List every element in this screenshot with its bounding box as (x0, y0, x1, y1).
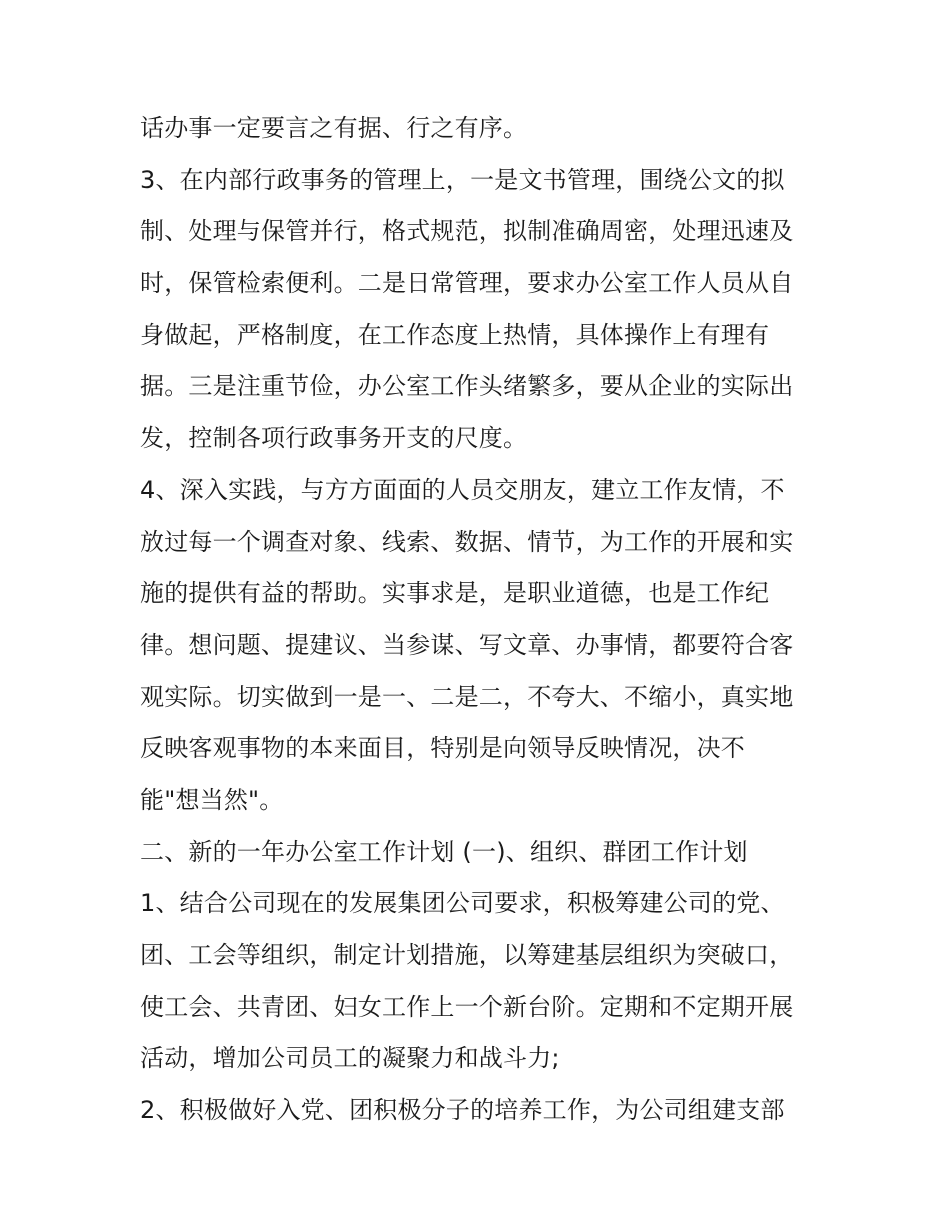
text-line: 活动，增加公司员工的凝聚力和战斗力; (140, 1044, 560, 1073)
document-body (140, 103, 820, 1137)
text-line: 时，保管检索便利。二是日常管理，要求办公室工作人员从自 (140, 269, 794, 298)
text-line: 话办事一定要言之有据、行之有序。 (140, 114, 528, 142)
text-line: 2、积极做好入党、团积极分子的培养工作，为公司组建支部 (140, 1096, 785, 1125)
text-line: 反映客观事物的本来面目，特别是向领导反映情况，决不 (140, 734, 745, 763)
text-line: 能"想当然"。 (140, 785, 284, 814)
text-line: 使工会、共青团、妇女工作上一个新台阶。定期和不定期开展 (140, 992, 794, 1021)
text-line: 身做起，严格制度，在工作态度上热情，具体操作上有理有 (140, 320, 770, 349)
text-line: 施的提供有益的帮助。实事求是，是职业道德，也是工作纪 (140, 579, 770, 608)
text-line: 发，控制各项行政事务开支的尺度。 (140, 424, 528, 453)
text-line: 3、在内部行政事务的管理上，一是文书管理，围绕公文的拟 (140, 165, 785, 194)
text-line: 制、处理与保管并行，格式规范，拟制准确周密，处理迅速及 (140, 217, 794, 246)
text-line: 4、深入实践，与方方面面的人员交朋友，建立工作友情，不 (140, 475, 785, 504)
text-line: 团、工会等组织，制定计划措施，以筹建基层组织为突破口， (140, 941, 794, 969)
text-line: 放过每一个调查对象、线索、数据、情节，为工作的开展和实 (140, 527, 794, 556)
text-line: 1、结合公司现在的发展集团公司要求，积极筹建公司的党、 (140, 889, 785, 918)
text-line: 据。三是注重节俭，办公室工作头绪繁多，要从企业的实际出 (140, 372, 794, 401)
text-line: 律。想问题、提建议、当参谋、写文章、办事情，都要符合客 (140, 630, 794, 659)
section-heading: 二、新的一年办公室工作计划 (一)、组织、群团工作计划 (140, 837, 748, 866)
text-line: 观实际。切实做到一是一、二是二，不夸大、不缩小，真实地 (140, 682, 794, 711)
